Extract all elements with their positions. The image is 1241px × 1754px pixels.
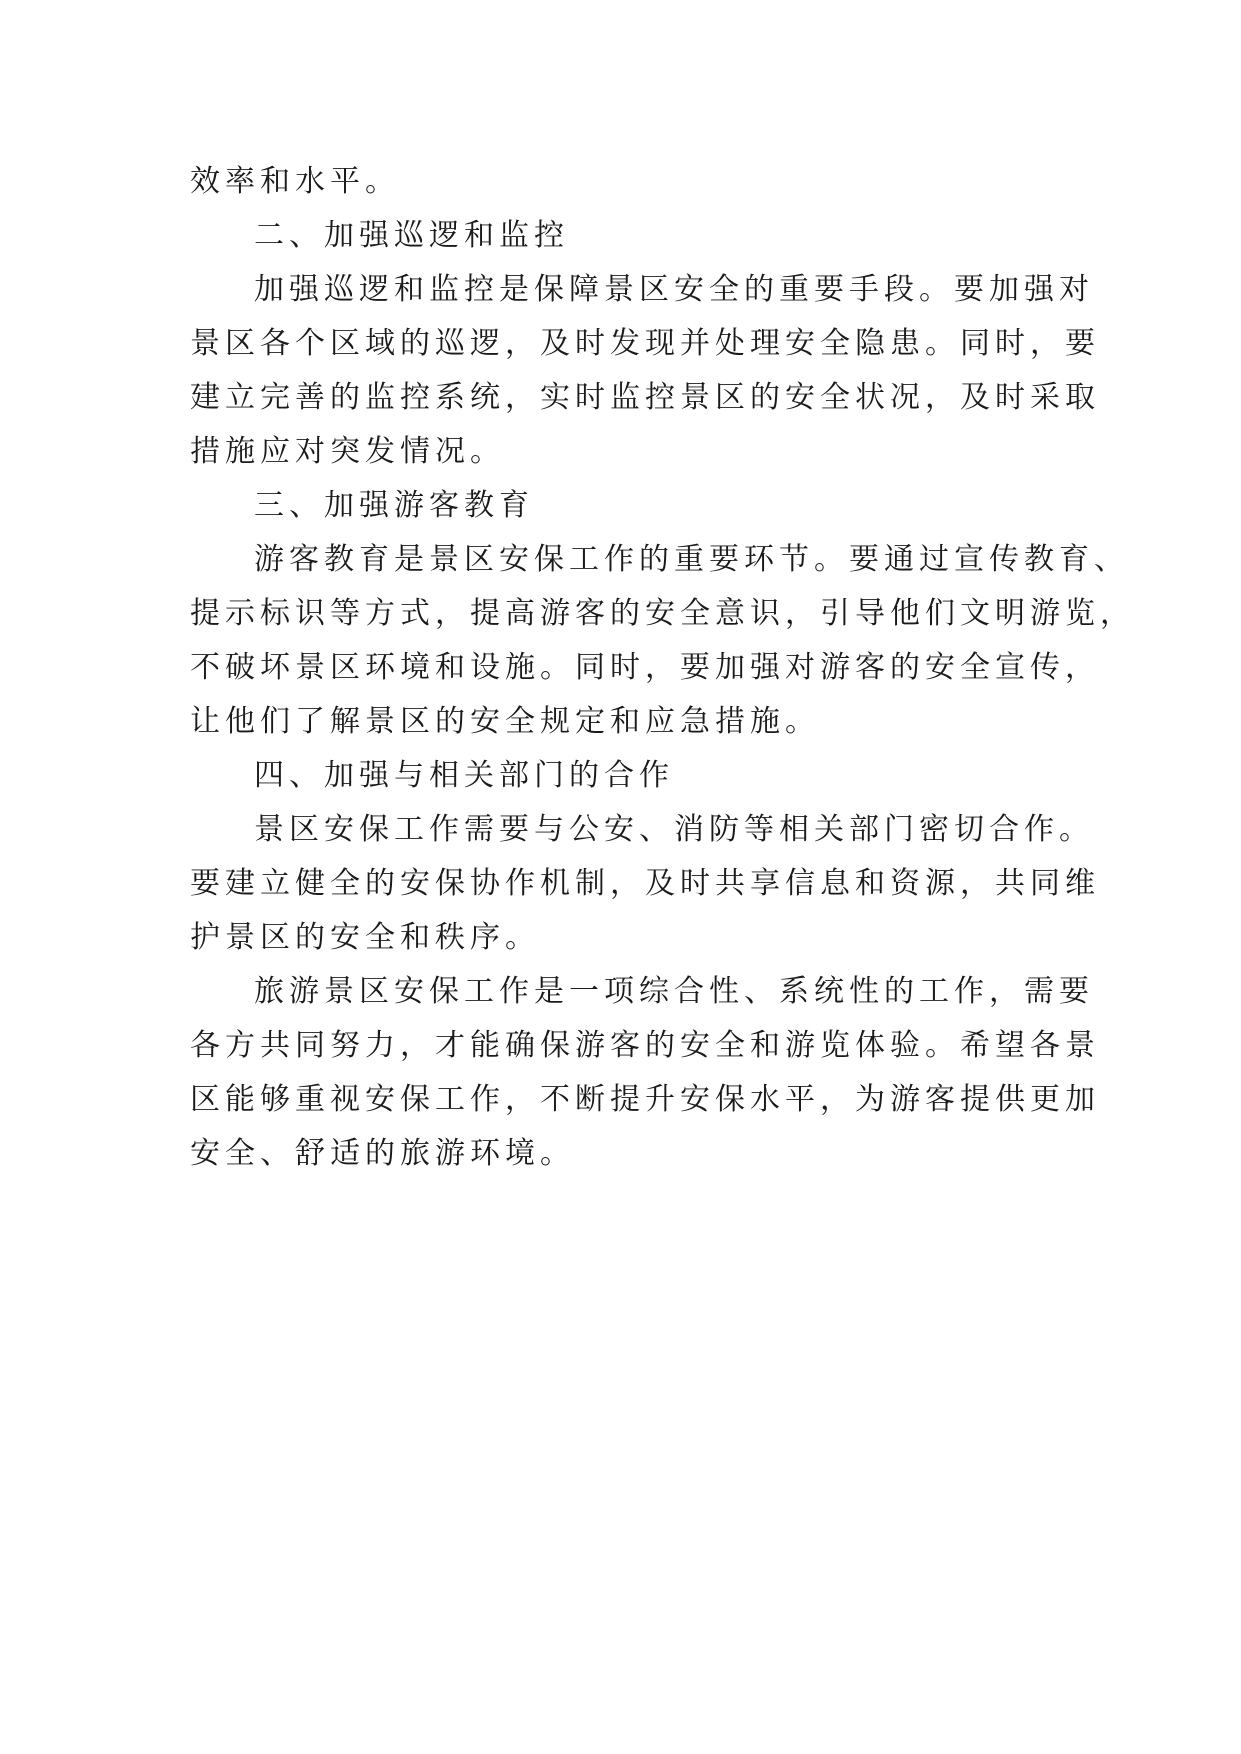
text-line: 建立完善的监控系统，实时监控景区的安全状况，及时采取: [190, 380, 1100, 415]
text-line: 旅游景区安保工作是一项综合性、系统性的工作，需要: [254, 974, 1094, 1009]
text-line: 不破坏景区环境和设施。同时，要加强对游客的安全宣传，: [190, 650, 1100, 685]
text-line: 护景区的安全和秩序。: [190, 920, 540, 955]
section-heading: 四、加强与相关部门的合作: [254, 758, 674, 793]
text-line: 区能够重视安保工作，不断提升安保水平，为游客提供更加: [190, 1082, 1100, 1117]
text-line: 景区各个区域的巡逻，及时发现并处理安全隐患。同时，要: [190, 326, 1100, 361]
text-line: 提示标识等方式，提高游客的安全意识，引导他们文明游览，: [190, 596, 1135, 631]
text-line: 效率和水平。: [190, 164, 400, 199]
text-line: 要建立健全的安保协作机制，及时共享信息和资源，共同维: [190, 866, 1100, 901]
section-heading: 三、加强游客教育: [254, 488, 534, 523]
text-line: 各方共同努力，才能确保游客的安全和游览体验。希望各景: [190, 1028, 1100, 1063]
text-line: 加强巡逻和监控是保障景区安全的重要手段。要加强对: [254, 272, 1094, 307]
document-body: [190, 155, 1135, 1181]
section-heading: 二、加强巡逻和监控: [254, 218, 569, 253]
text-line: 景区安保工作需要与公安、消防等相关部门密切合作。: [254, 812, 1094, 847]
text-line: 让他们了解景区的安全规定和应急措施。: [190, 704, 820, 739]
text-line: 措施应对突发情况。: [190, 434, 505, 469]
text-line: 安全、舒适的旅游环境。: [190, 1136, 575, 1171]
text-line: 游客教育是景区安保工作的重要环节。要通过宣传教育、: [254, 542, 1129, 577]
